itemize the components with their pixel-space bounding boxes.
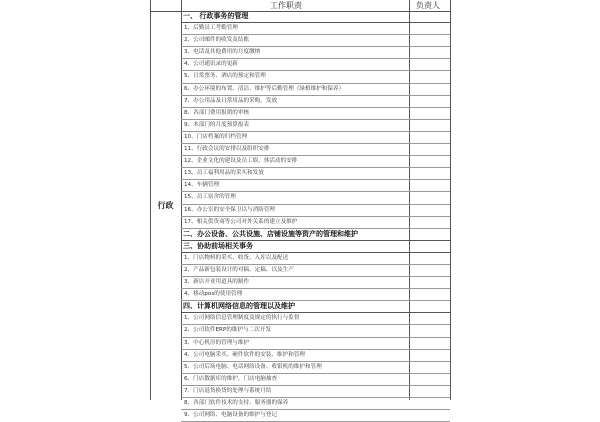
duty-text: 15、员工宿舍的管理: [184, 194, 236, 201]
section-row: [181, 11, 450, 23]
responsible-cell: [409, 350, 450, 361]
responsible-cell: [409, 325, 450, 336]
table-row: [181, 265, 450, 277]
responsible-cell: [409, 362, 450, 373]
duty-text: 6、门店数据库的维护、门店电脑抽查: [184, 375, 278, 382]
duty-text: 7、门店退货换货的处理与系统月结: [184, 387, 272, 394]
table-row: [181, 192, 450, 204]
duty-text: 5、日常票务、酒店的预定和管理: [184, 73, 266, 80]
table-row: [181, 205, 450, 217]
duty-text: 1、门店物料的采买、收货、入库以及配送: [184, 254, 289, 261]
table-row: [181, 168, 450, 180]
responsible-cell: [409, 277, 450, 288]
duty-text: 13、员工福利用品的采买和发放: [184, 170, 264, 177]
responsible-cell: [409, 144, 450, 155]
table-row: [181, 108, 450, 120]
section-row: [181, 229, 450, 241]
responsible-cell: [409, 386, 450, 397]
table-row: [181, 253, 450, 265]
section-row: [181, 301, 450, 313]
responsible-cell: [409, 374, 450, 385]
duty-text: 2、产品新包装设计的对稿、定稿、以及生产: [184, 266, 294, 273]
responsible-cell: [409, 168, 450, 179]
duty-text: 2、公司软件ERP的维护与二次开发: [184, 327, 272, 334]
responsible-cell: [409, 96, 450, 107]
table-row: [181, 71, 450, 83]
table-row: [181, 289, 450, 301]
duty-text: 7、办公用品及日常用品的采购、发放: [184, 97, 278, 104]
duty-text: 3、电话及其他费用的月度缴纳: [184, 49, 261, 56]
duty-rows: [181, 11, 450, 422]
section-title: 四、计算机网络信息的管理以及维护: [183, 302, 295, 311]
responsible-cell: [409, 229, 450, 240]
duty-text: 1、后勤员工考勤管理: [184, 25, 238, 32]
right-border: [450, 0, 451, 400]
responsible-cell: [409, 241, 450, 252]
duty-text: 4、公司电脑采买、硬件软件的安装、维护和管理: [184, 351, 306, 358]
table-row: [181, 386, 450, 398]
duty-text: 14、车辆管理: [184, 182, 220, 189]
table-row: [181, 59, 450, 71]
responsible-cell: [409, 265, 450, 276]
responsible-cell: [409, 47, 450, 58]
table-row: [181, 350, 450, 362]
table-row: [181, 23, 450, 35]
responsible-cell: [409, 35, 450, 46]
duty-text: 5、公司后场电脑、电话网络设备、收银机的维护和管理: [184, 363, 322, 370]
duty-text: 16、办公室的安全保卫以与消防管理: [184, 206, 276, 213]
table-row: [181, 410, 450, 422]
header-person: 负责人: [416, 1, 440, 10]
duty-table: [150, 0, 450, 419]
table-row: [181, 277, 450, 289]
responsible-cell: [409, 156, 450, 167]
responsible-cell: [409, 253, 450, 264]
table-row: [181, 120, 450, 132]
duty-text: 9、本部门的月度预算报表: [184, 121, 250, 128]
responsible-cell: [409, 23, 450, 34]
responsible-cell: [409, 205, 450, 216]
duty-text: 3、中心机房的管理与维护: [184, 339, 250, 346]
responsible-cell: [409, 120, 450, 131]
duty-text: 10、门店档案的归档管理: [184, 133, 248, 140]
table-row: [181, 84, 450, 96]
section-row: [181, 241, 450, 253]
responsible-cell: [409, 11, 450, 22]
duty-text: 9、公司网络、电脑设备的维护与登记: [184, 412, 278, 419]
table-row: [181, 156, 450, 168]
table-row: [181, 47, 450, 59]
duty-text: 6、办公环境的布置、清洁、维护等后勤管理（绿植维护和保养）: [184, 85, 345, 92]
table-row: [181, 362, 450, 374]
table-row: [181, 374, 450, 386]
header-duty: 工作职责: [270, 1, 302, 10]
duty-text: 1、公司网络信息管理制度及规定的执行与监督: [184, 315, 300, 322]
responsible-cell: [409, 301, 450, 312]
duty-text: 8、各部门软件技术的支持、服务器的保养: [184, 400, 289, 406]
duty-text: 4、移动pos的使用管理: [184, 291, 243, 298]
responsible-cell: [409, 132, 450, 143]
table-row: [181, 144, 450, 156]
table-row: [181, 96, 450, 108]
responsible-cell: [409, 108, 450, 119]
responsible-cell: [409, 289, 450, 300]
responsible-cell: [409, 313, 450, 324]
responsible-cell: [409, 84, 450, 95]
responsible-cell: [409, 59, 450, 70]
section-title: 一、 行政事务的管理: [183, 12, 249, 20]
duty-text: 2、公司邮件的收发及结账: [184, 37, 250, 44]
responsible-cell: [409, 180, 450, 191]
table-row: [181, 35, 450, 47]
section-title: 二、办公设备、公共设施、店铺设施等资产的管理和维护: [183, 229, 358, 238]
table-row: [181, 217, 450, 229]
duty-text: 11、行政会议的安排以及组织安排: [184, 146, 270, 153]
responsible-cell: [409, 338, 450, 349]
duty-text: 12、企业文化的建设及员工娱、体活动的安排: [184, 158, 298, 165]
table-row: [181, 338, 450, 350]
responsible-cell: [409, 71, 450, 82]
duty-text: 4、公司通讯录的更新: [184, 61, 238, 68]
duty-text: 3、新店开业用道具的制作: [184, 279, 250, 286]
duty-text: 17、相关供货商等公司对外关系的建立及维护: [184, 218, 298, 225]
department-label: 行政: [157, 201, 174, 210]
table-row: [181, 132, 450, 144]
table-row: [181, 325, 450, 337]
section-title: 三、协助前场相关事务: [183, 241, 253, 250]
table-row: [181, 313, 450, 325]
table-row: [181, 180, 450, 192]
responsible-cell: [409, 192, 450, 203]
duty-text: 8、各部门费用报销的审核: [184, 109, 250, 116]
responsible-cell: [409, 217, 450, 228]
responsible-cell: [409, 410, 450, 421]
